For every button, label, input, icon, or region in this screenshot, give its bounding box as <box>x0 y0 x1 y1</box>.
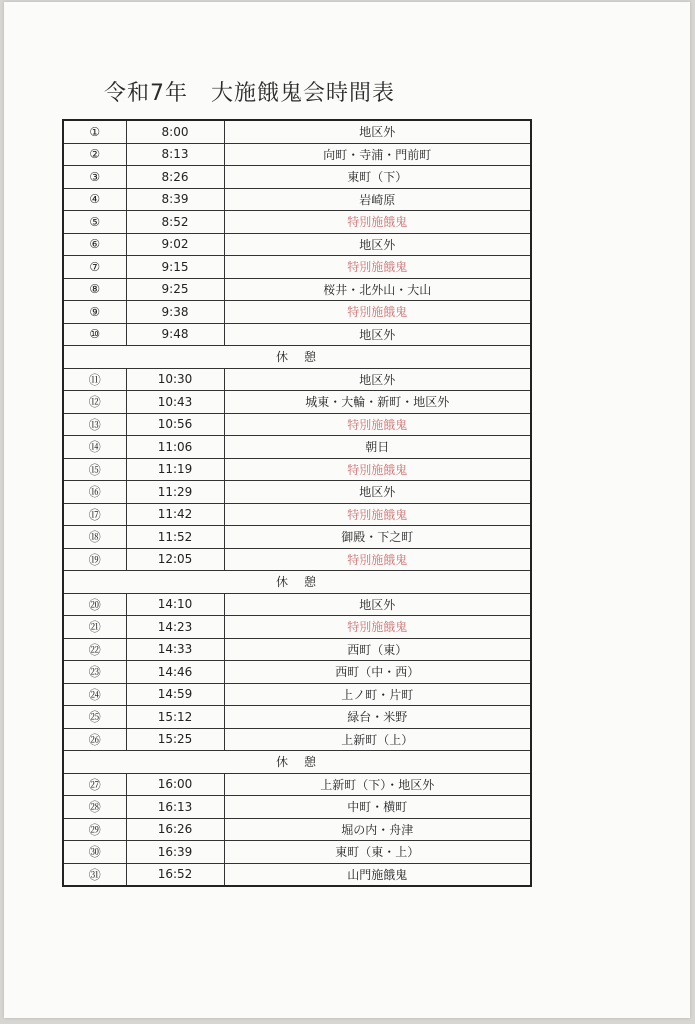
slot-place: 緑台・米野 <box>224 706 531 729</box>
slot-time: 16:39 <box>126 841 224 864</box>
table-row <box>63 638 531 661</box>
table-row <box>63 458 531 481</box>
slot-time: 14:33 <box>126 638 224 661</box>
slot-number: ㉛ <box>63 863 126 886</box>
slot-number: ⑨ <box>63 301 126 324</box>
slot-place: 特別施餓鬼 <box>224 413 531 436</box>
slot-number: ㉔ <box>63 683 126 706</box>
slot-time: 14:10 <box>126 593 224 616</box>
slot-time: 16:00 <box>126 773 224 796</box>
slot-place: 地区外 <box>224 593 531 616</box>
slot-place: 東町（東・上） <box>224 841 531 864</box>
table-row <box>63 841 531 864</box>
slot-place: 地区外 <box>224 120 531 143</box>
slot-number: ① <box>63 120 126 143</box>
slot-time: 12:05 <box>126 548 224 571</box>
slot-place: 向町・寺浦・門前町 <box>224 143 531 166</box>
table-row <box>63 728 531 751</box>
slot-time: 14:23 <box>126 616 224 639</box>
slot-place: 地区外 <box>224 323 531 346</box>
slot-place: 堀の内・舟津 <box>224 818 531 841</box>
table-row <box>63 166 531 189</box>
slot-place: 朝日 <box>224 436 531 459</box>
slot-time: 9:15 <box>126 256 224 279</box>
table-row <box>63 323 531 346</box>
slot-place: 上ノ町・片町 <box>224 683 531 706</box>
table-row <box>63 526 531 549</box>
slot-time: 11:06 <box>126 436 224 459</box>
schedule-table <box>62 119 532 887</box>
rest-label: 休 憩 <box>63 751 531 774</box>
table-row <box>63 256 531 279</box>
slot-place: 地区外 <box>224 368 531 391</box>
slot-number: ㉗ <box>63 773 126 796</box>
table-row <box>63 120 531 143</box>
slot-number: ⑳ <box>63 593 126 616</box>
slot-time: 14:46 <box>126 661 224 684</box>
slot-time: 10:43 <box>126 391 224 414</box>
slot-time: 10:56 <box>126 413 224 436</box>
table-row <box>63 548 531 571</box>
slot-place: 特別施餓鬼 <box>224 211 531 234</box>
slot-time: 14:59 <box>126 683 224 706</box>
slot-number: ⑱ <box>63 526 126 549</box>
slot-time: 11:52 <box>126 526 224 549</box>
slot-time: 8:00 <box>126 120 224 143</box>
slot-place: 西町（東） <box>224 638 531 661</box>
slot-number: ⑪ <box>63 368 126 391</box>
table-row <box>63 391 531 414</box>
paper-sheet <box>4 2 690 1018</box>
slot-place: 御殿・下之町 <box>224 526 531 549</box>
rest-row <box>63 346 531 369</box>
rest-row <box>63 751 531 774</box>
slot-number: ⑰ <box>63 503 126 526</box>
table-row <box>63 706 531 729</box>
rest-row <box>63 571 531 594</box>
schedule-body <box>63 120 531 886</box>
slot-number: ⑮ <box>63 458 126 481</box>
table-row <box>63 436 531 459</box>
table-row <box>63 818 531 841</box>
slot-number: ② <box>63 143 126 166</box>
slot-time: 9:48 <box>126 323 224 346</box>
slot-number: ⑩ <box>63 323 126 346</box>
table-row <box>63 616 531 639</box>
slot-number: ⑬ <box>63 413 126 436</box>
slot-time: 8:26 <box>126 166 224 189</box>
slot-number: ㉙ <box>63 818 126 841</box>
table-row <box>63 211 531 234</box>
slot-number: ㉒ <box>63 638 126 661</box>
slot-place: 特別施餓鬼 <box>224 503 531 526</box>
slot-number: ⑯ <box>63 481 126 504</box>
slot-time: 9:02 <box>126 233 224 256</box>
slot-place: 岩崎原 <box>224 188 531 211</box>
slot-number: ⑥ <box>63 233 126 256</box>
rest-label: 休 憩 <box>63 571 531 594</box>
table-row <box>63 773 531 796</box>
slot-place: 上新町（下）・地区外 <box>224 773 531 796</box>
slot-number: ④ <box>63 188 126 211</box>
slot-place: 西町（中・西） <box>224 661 531 684</box>
slot-time: 15:12 <box>126 706 224 729</box>
table-row <box>63 863 531 886</box>
rest-label: 休 憩 <box>63 346 531 369</box>
slot-number: ⑫ <box>63 391 126 414</box>
table-row <box>63 278 531 301</box>
slot-time: 9:25 <box>126 278 224 301</box>
slot-time: 8:13 <box>126 143 224 166</box>
table-row <box>63 593 531 616</box>
slot-number: ㉑ <box>63 616 126 639</box>
slot-number: ③ <box>63 166 126 189</box>
table-row <box>63 683 531 706</box>
slot-place: 特別施餓鬼 <box>224 301 531 324</box>
slot-place: 特別施餓鬼 <box>224 548 531 571</box>
slot-time: 11:19 <box>126 458 224 481</box>
slot-place: 特別施餓鬼 <box>224 458 531 481</box>
table-row <box>63 301 531 324</box>
slot-time: 16:13 <box>126 796 224 819</box>
slot-number: ㉓ <box>63 661 126 684</box>
slot-time: 11:42 <box>126 503 224 526</box>
slot-time: 15:25 <box>126 728 224 751</box>
slot-number: ㉕ <box>63 706 126 729</box>
table-row <box>63 413 531 436</box>
slot-number: ⑤ <box>63 211 126 234</box>
slot-number: ⑲ <box>63 548 126 571</box>
slot-place: 中町・横町 <box>224 796 531 819</box>
table-row <box>63 503 531 526</box>
slot-time: 16:52 <box>126 863 224 886</box>
slot-place: 地区外 <box>224 481 531 504</box>
slot-place: 上新町（上） <box>224 728 531 751</box>
slot-time: 10:30 <box>126 368 224 391</box>
slot-place: 城東・大輪・新町・地区外 <box>224 391 531 414</box>
table-row <box>63 796 531 819</box>
slot-number: ㉖ <box>63 728 126 751</box>
table-row <box>63 368 531 391</box>
slot-place: 山門施餓鬼 <box>224 863 531 886</box>
slot-number: ⑦ <box>63 256 126 279</box>
slot-time: 8:39 <box>126 188 224 211</box>
table-row <box>63 233 531 256</box>
table-row <box>63 661 531 684</box>
table-row <box>63 188 531 211</box>
slot-place: 特別施餓鬼 <box>224 256 531 279</box>
slot-place: 地区外 <box>224 233 531 256</box>
table-row <box>63 143 531 166</box>
table-row <box>63 481 531 504</box>
slot-number: ㉘ <box>63 796 126 819</box>
slot-place: 桜井・北外山・大山 <box>224 278 531 301</box>
slot-place: 特別施餓鬼 <box>224 616 531 639</box>
slot-number: ⑧ <box>63 278 126 301</box>
slot-time: 16:26 <box>126 818 224 841</box>
slot-time: 9:38 <box>126 301 224 324</box>
slot-number: ㉚ <box>63 841 126 864</box>
slot-time: 11:29 <box>126 481 224 504</box>
slot-number: ⑭ <box>63 436 126 459</box>
slot-time: 8:52 <box>126 211 224 234</box>
slot-place: 東町（下） <box>224 166 531 189</box>
page-title: 令和7年 大施餓鬼会時間表 <box>104 81 395 106</box>
